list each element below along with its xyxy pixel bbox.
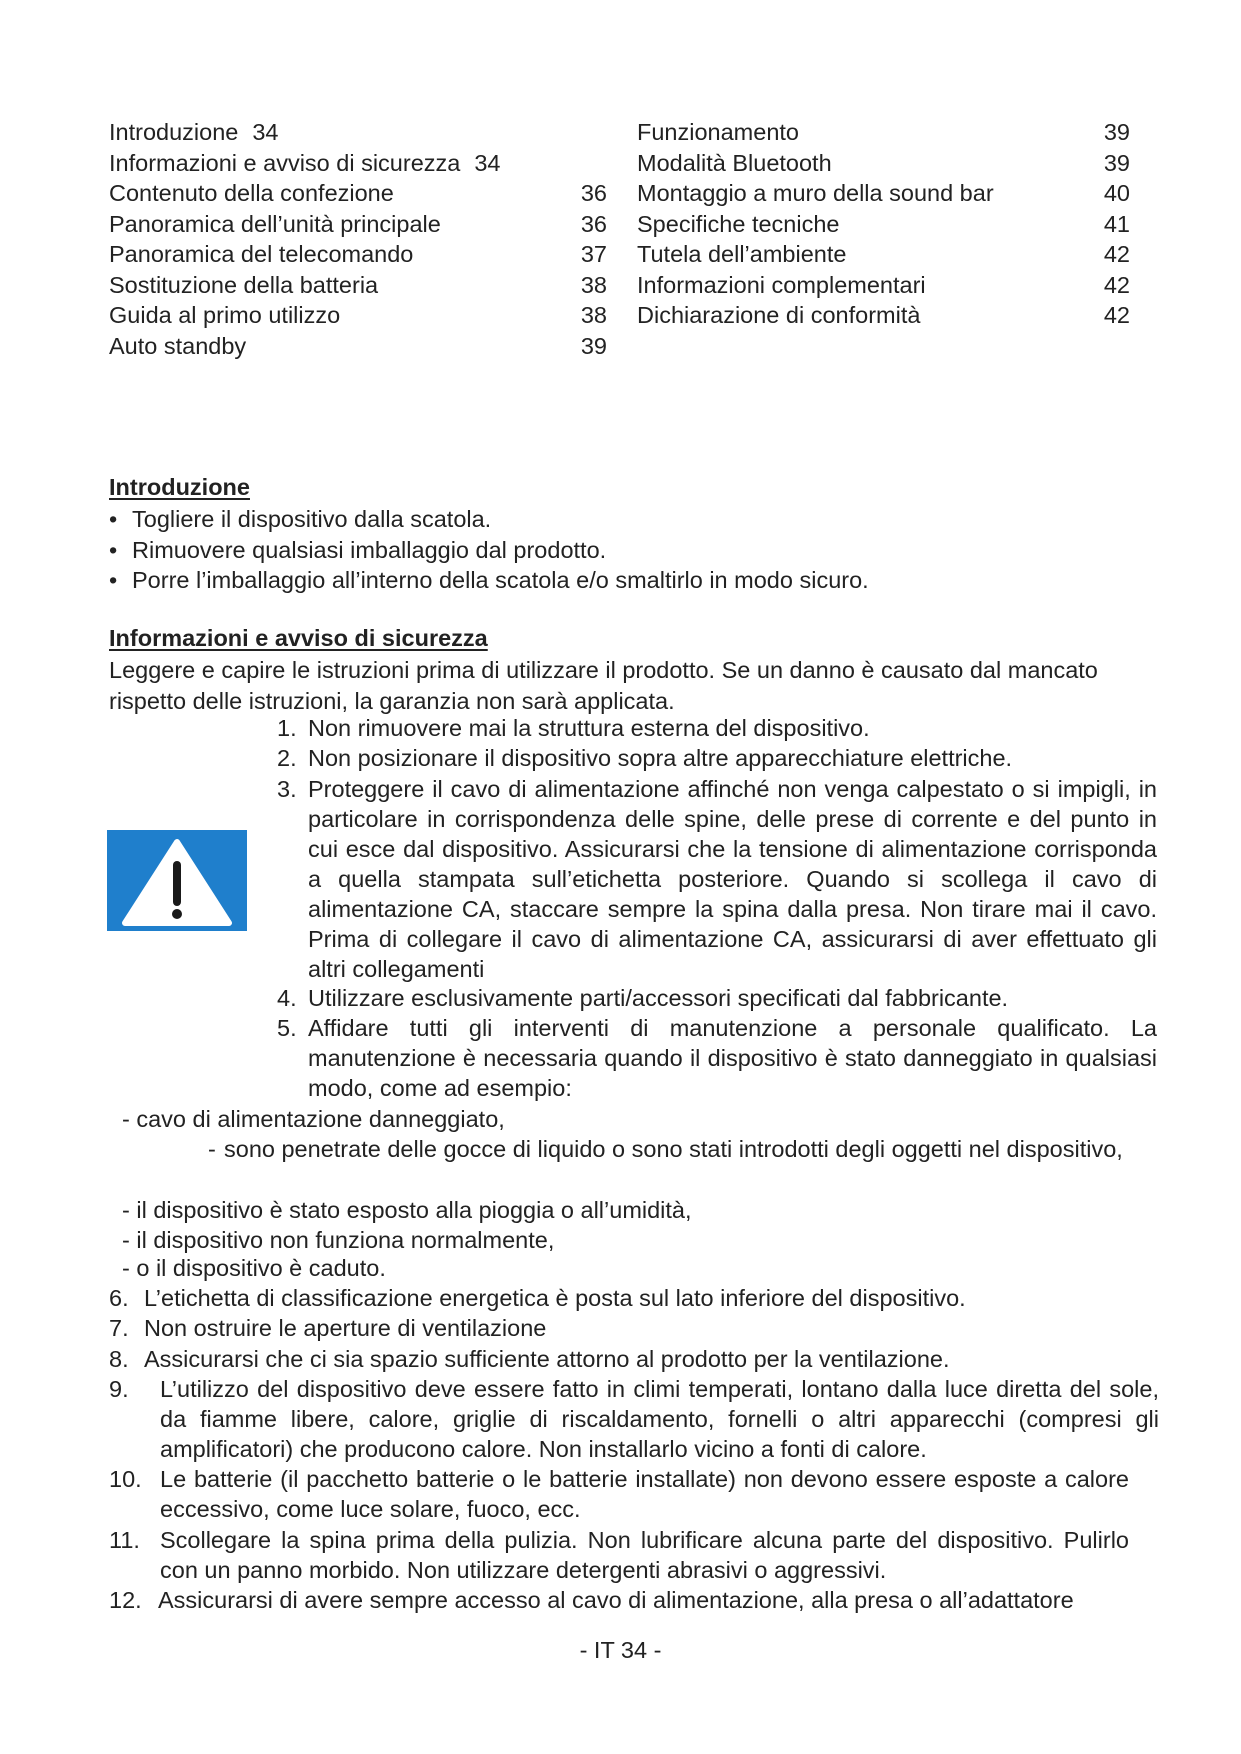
toc-entry[interactable]: Montaggio a muro della sound bar 40 — [637, 178, 1130, 209]
toc-page-number: 36 — [580, 180, 607, 206]
list-item: • Rimuovere qualsiasi imballaggio dal prodotto. — [109, 535, 869, 566]
dash-item: - sono penetrate delle gocce di liquido o sono stati introdotti degli oggetti nel dispositivo, — [208, 1136, 1123, 1162]
list-item: • Togliere il dispositivo dalla scatola. — [109, 504, 869, 535]
intro-heading: Introduzione — [109, 474, 250, 500]
toc-entry[interactable]: Panoramica del telecomando 37 — [109, 239, 607, 270]
toc-entry[interactable]: Contenuto della confezione 36 — [109, 178, 607, 209]
safety-intro-paragraph: Leggere e capire le istruzioni prima di utilizzare il prodotto. Se un danno è causato dal mancato rispetto delle istruzioni, la garanzia non sarà applicata. — [109, 657, 1098, 714]
dash-item: - il dispositivo non funziona normalmente, — [122, 1227, 555, 1253]
toc-page-number: 37 — [580, 241, 607, 267]
toc-entry[interactable]: Modalità Bluetooth 39 — [637, 148, 1130, 179]
toc-page-number: 39 — [580, 332, 607, 359]
toc-page-number: 39 — [1103, 119, 1130, 145]
toc-right-column — [637, 117, 1130, 331]
toc-entry[interactable]: Specifiche tecniche 41 — [637, 209, 1130, 240]
warning-icon — [107, 830, 247, 931]
safety-item: 11. Scollegare la spina prima della pulizia. Non lubrificare alcuna parte del dispositivo. Pulirlo con un panno morbido. Non utilizzare detergenti abrasivi o aggressivi. — [109, 1527, 1129, 1583]
safety-item: 9. L’utilizzo del dispositivo deve essere fatto in climi temperati, lontano dalla luce diretta del sole, da fiamme libere, calore, griglie di riscaldamento, fornelli o altri apparecchi (compresi gli amplificatori) che producono calore. Non installarlo vicino a fonti di calore. — [109, 1376, 1159, 1462]
toc-page-number: 41 — [1103, 210, 1130, 237]
safety-item: 3. Proteggere il cavo di alimentazione affinché non venga calpestato o si impigli, in particolare in corrispondenza delle spine, delle prese di corrente e del punto in cui esce dal dispositivo. Assicurarsi che la tensione di alimentazione corrisponda a quella stampata sull’etichetta posteriore. Quando si scollega il cavo di alimentazione CA, staccare sempre la spina dalla presa. Non tirare mai il cavo. Prima di collegare il cavo di alimentazione CA, assicurarsi di aver effettuato gli altri collegamenti — [277, 776, 1157, 982]
safety-item: 1. Non rimuovere mai la struttura esterna del dispositivo. — [277, 715, 870, 741]
dash-item: - o il dispositivo è caduto. — [122, 1255, 386, 1281]
toc-page-number: 39 — [1103, 149, 1130, 176]
toc-page-number: 38 — [580, 271, 607, 298]
dash-item: - il dispositivo è stato esposto alla pioggia o all’umidità, — [122, 1197, 692, 1223]
toc-page-number: 42 — [1103, 241, 1130, 267]
toc-page-number: 42 — [1103, 302, 1130, 328]
toc-entry[interactable]: Panoramica dell’unità principale 36 — [109, 209, 607, 240]
toc-entry[interactable]: Auto standby 39 — [109, 331, 607, 362]
toc-left-column — [109, 117, 607, 361]
safety-item: 4. Utilizzare esclusivamente parti/accessori specificati dal fabbricante. — [277, 985, 1009, 1011]
toc-entry[interactable]: Informazioni e avviso di sicurezza 34 — [109, 149, 501, 176]
toc-page-number: 34 — [474, 149, 501, 176]
toc-page-number: 42 — [1103, 271, 1130, 298]
toc-entry[interactable]: Sostituzione della batteria 38 — [109, 270, 607, 301]
list-item: • Porre l’imballaggio all’interno della scatola e/o smaltirlo in modo sicuro. — [109, 565, 869, 596]
toc-entry[interactable]: Informazioni complementari 42 — [637, 270, 1130, 301]
safety-item: 6. L’etichetta di classificazione energetica è posta sul lato inferiore del dispositivo. — [109, 1285, 966, 1311]
intro-bullet-list — [109, 504, 869, 596]
toc-entry[interactable]: Funzionamento 39 — [637, 117, 1130, 148]
toc-page-number: 34 — [252, 119, 279, 145]
toc-entry[interactable]: Introduzione 34 — [109, 119, 279, 145]
page-number-footer: - IT 34 - — [579, 1637, 662, 1663]
toc-page-number: 38 — [580, 302, 607, 328]
safety-item: 12. Assicurarsi di avere sempre accesso al cavo di alimentazione, alla presa o all’adattatore — [109, 1587, 1074, 1613]
safety-item: 7. Non ostruire le aperture di ventilazione — [109, 1315, 547, 1341]
safety-heading: Informazioni e avviso di sicurezza — [109, 625, 488, 651]
toc-page-number: 40 — [1103, 180, 1130, 206]
dash-item: - cavo di alimentazione danneggiato, — [122, 1106, 505, 1132]
safety-item: 8. Assicurarsi che ci sia spazio sufficiente attorno al prodotto per la ventilazione. — [109, 1346, 950, 1372]
toc-entry[interactable]: Tutela dell’ambiente 42 — [637, 239, 1130, 270]
toc-entry[interactable]: Guida al primo utilizzo 38 — [109, 300, 607, 331]
safety-item: 2. Non posizionare il dispositivo sopra altre apparecchiature elettriche. — [277, 745, 1013, 771]
safety-item: 10. Le batterie (il pacchetto batterie o le batterie installate) non devono essere esposte a calore eccessivo, come luce solare, fuoco, ecc. — [109, 1466, 1129, 1522]
toc-page-number: 36 — [580, 210, 607, 237]
safety-item: 5. Affidare tutti gli interventi di manutenzione a personale qualificato. La manutenzione è necessaria quando il dispositivo è stato danneggiato in qualsiasi modo, come ad esempio: — [277, 1015, 1157, 1101]
toc-entry[interactable]: Dichiarazione di conformità 42 — [637, 300, 1130, 331]
